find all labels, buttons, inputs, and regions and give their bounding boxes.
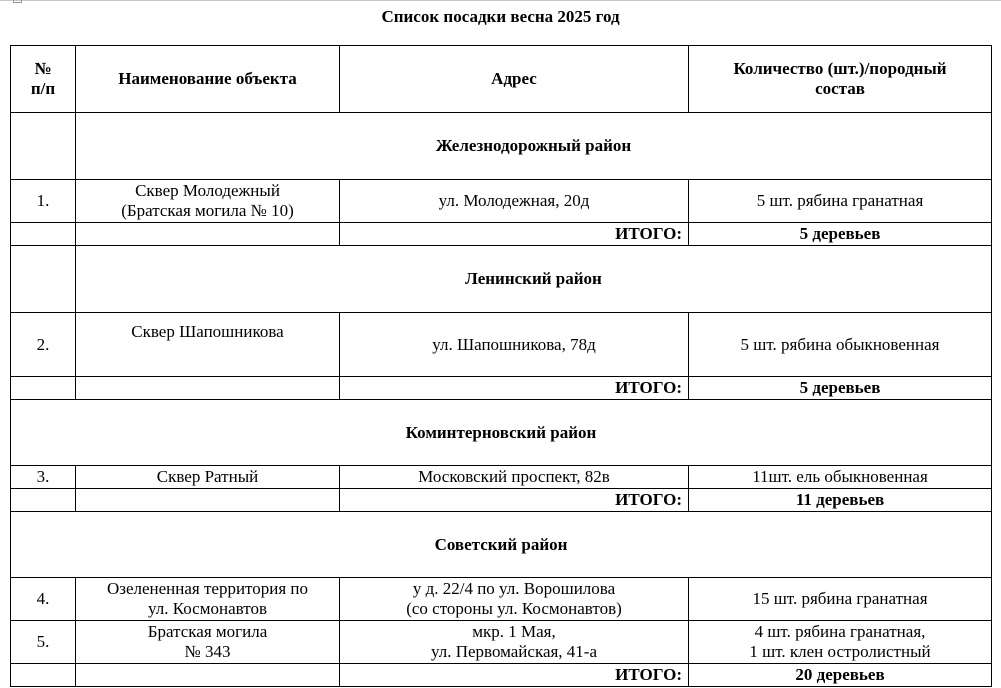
table-row (11, 313, 992, 377)
total-label: ИТОГО: (340, 664, 689, 687)
row-quantity: 4 шт. рябина гранатная, 1 шт. клен остролистный (689, 621, 992, 664)
header-num: № п/п (11, 46, 76, 113)
row-quantity: 11шт. ель обыкновенная (689, 466, 992, 489)
table-row (11, 578, 992, 621)
row-address: ул. Молодежная, 20д (340, 180, 689, 223)
row-address: ул. Шапошникова, 78д (340, 313, 689, 377)
district-row (11, 400, 992, 466)
total-empty-cell (76, 489, 340, 512)
row-object: Сквер Молодежный (Братская могила № 10) (76, 180, 340, 223)
row-quantity: 15 шт. рябина гранатная (689, 578, 992, 621)
table-anchor-icon (13, 0, 22, 3)
district-num-cell (11, 113, 76, 180)
total-row (11, 489, 992, 512)
row-object: Сквер Шапошникова (76, 313, 340, 377)
total-empty-cell (76, 664, 340, 687)
total-empty-cell (11, 489, 76, 512)
row-object: Сквер Ратный (76, 466, 340, 489)
district-row (11, 512, 992, 578)
table-header-row (11, 46, 992, 113)
total-row (11, 223, 992, 246)
row-quantity: 5 шт. рябина обыкновенная (689, 313, 992, 377)
row-quantity: 5 шт. рябина гранатная (689, 180, 992, 223)
district-name: Ленинский район (76, 246, 992, 313)
row-num: 5. (11, 621, 76, 664)
total-empty-cell (76, 377, 340, 400)
total-value: 11 деревьев (689, 489, 992, 512)
row-num: 2. (11, 313, 76, 377)
district-row (11, 113, 992, 180)
total-label: ИТОГО: (340, 223, 689, 246)
total-value: 20 деревьев (689, 664, 992, 687)
row-num: 4. (11, 578, 76, 621)
row-address: мкр. 1 Мая, ул. Первомайская, 41-а (340, 621, 689, 664)
district-name: Железнодорожный район (76, 113, 992, 180)
district-num-cell (11, 246, 76, 313)
total-empty-cell (11, 664, 76, 687)
table-row (11, 466, 992, 489)
total-label: ИТОГО: (340, 377, 689, 400)
table-row (11, 621, 992, 664)
row-num: 3. (11, 466, 76, 489)
planting-table (10, 45, 992, 687)
row-object: Озелененная территория по ул. Космонавтов (76, 578, 340, 621)
total-row (11, 664, 992, 687)
header-quantity: Количество (шт.)/породный состав (689, 46, 992, 113)
row-address: Московский проспект, 82в (340, 466, 689, 489)
district-name: Коминтерновский район (11, 400, 992, 466)
header-address: Адрес (340, 46, 689, 113)
page-title: Список посадки весна 2025 год (381, 7, 620, 26)
district-row (11, 246, 992, 313)
page-top-border (0, 0, 1001, 3)
row-object: Братская могила № 343 (76, 621, 340, 664)
total-row (11, 377, 992, 400)
total-empty-cell (11, 377, 76, 400)
total-value: 5 деревьев (689, 223, 992, 246)
row-num: 1. (11, 180, 76, 223)
row-address: у д. 22/4 по ул. Ворошилова (со стороны ул. Космонавтов) (340, 578, 689, 621)
total-label: ИТОГО: (340, 489, 689, 512)
total-empty-cell (11, 223, 76, 246)
table-row (11, 180, 992, 223)
total-empty-cell (76, 223, 340, 246)
district-name: Советский район (11, 512, 992, 578)
total-value: 5 деревьев (689, 377, 992, 400)
header-object-name: Наименование объекта (76, 46, 340, 113)
